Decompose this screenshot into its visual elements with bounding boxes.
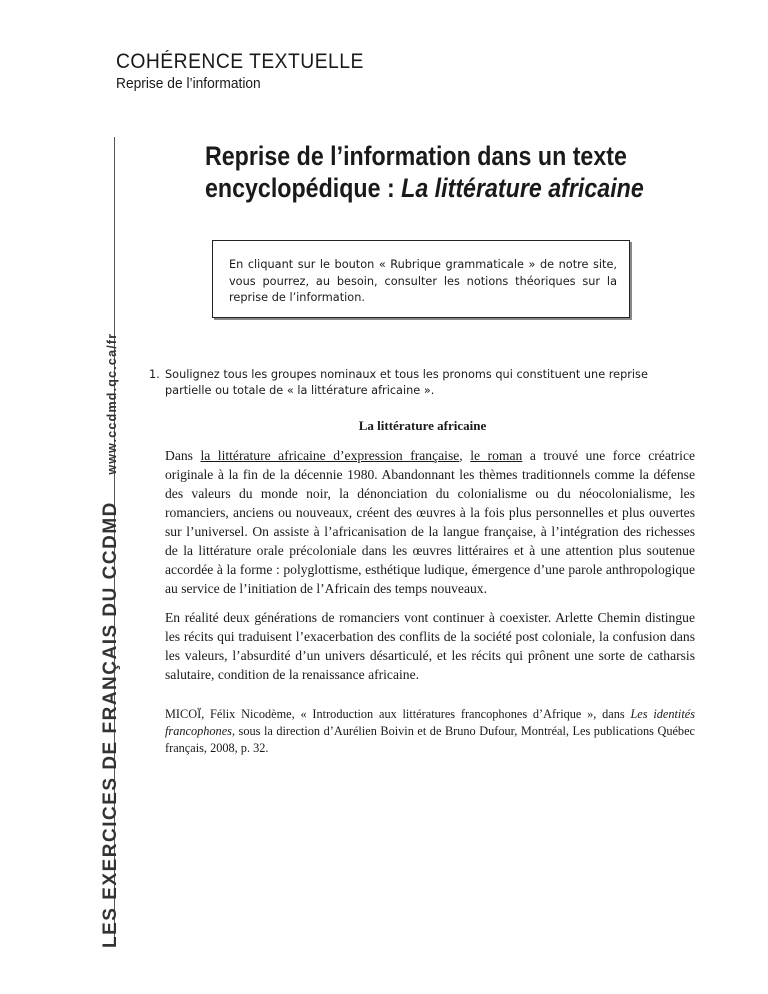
exercise-number: 1. bbox=[149, 368, 160, 381]
paragraph-2: En réalité deux générations de romanciers vont continuer à coexister. Arlette Chemin distingue les récits qui traduisent l’exacerbation des conflits de la société post coloniale, la confusion dans les valeurs, l’absurdité d’un univers désarticulé, et les récits qui prônent une sorte de catharsis salutaire, condition de la renaissance africaine. bbox=[165, 610, 695, 682]
citation bbox=[165, 706, 695, 757]
sidebar-series-label: LES EXERCICES DE FRANÇAIS DU CCDMD bbox=[100, 501, 121, 948]
page-title bbox=[205, 140, 644, 204]
page-title-italic: La littérature africaine bbox=[401, 173, 644, 203]
citation-italic: Les identités francophones bbox=[165, 707, 695, 738]
page-title-line2 bbox=[205, 172, 644, 204]
page-title-prefix: encyclopédique : bbox=[205, 173, 402, 203]
text-title: La littérature africaine bbox=[358, 418, 487, 433]
sidebar-vertical-label bbox=[100, 333, 122, 948]
exercise-text-line1: Soulignez tous les groupes nominaux et tous les pronoms qui constituent une reprise bbox=[165, 368, 648, 381]
p1-rest: a trouvé une force créatrice originale à la fin de la décennie 1980. Abandonnant les thèmes traditionnels comme la défense des valeurs du monde noir, la dénonciation du colonialisme ou du néocolonialisme, les romanciers, anciens ou nouveaux, créent des œuvres à la fois plus personnelles et plus ouvertes sur l’universel. On assiste à l’africanisation de la langue française, à l’intégration des richesses de la littérature orale précoloniale dans les œuvres littéraires et à une attention plus soutenue accordée à la forme : polyglottisme, esthétique ludique, émergence d’une parole anthropologique au service de l’initiation de l’Africain des temps nouveaux. bbox=[165, 448, 696, 596]
paragraph-1 bbox=[165, 446, 695, 598]
text-body bbox=[165, 446, 695, 694]
p1-separator: , bbox=[459, 448, 471, 463]
exercise-instruction bbox=[149, 367, 695, 399]
header-subtitle: Reprise de l’information bbox=[116, 76, 261, 92]
page-title-line1: Reprise de l’information dans un texte bbox=[205, 141, 627, 171]
note-text: En cliquant sur le bouton « Rubrique grammaticale » de notre site, vous pourrez, au besoin, consulter les notions théoriques sur la reprise de l’information. bbox=[229, 258, 617, 304]
sidebar-url: www.ccdmd.qc.ca/fr bbox=[105, 332, 119, 475]
underlined-phrase-2: le roman bbox=[470, 448, 523, 463]
citation-end: , sous la direction d’Aurélien Boivin et de Bruno Dufour, Montréal, Les publications Québec français, 2008, p. 32. bbox=[165, 724, 695, 755]
citation-start: MICOÏ, Félix Nicodème, « Introduction aux littératures francophones d’Afrique », dans bbox=[165, 707, 631, 721]
exercise-line1 bbox=[149, 367, 695, 383]
exercise-text-line2: partielle ou totale de « la littérature africaine ». bbox=[165, 384, 435, 397]
page-header bbox=[116, 50, 385, 93]
underlined-phrase-1: la littérature africaine d’expression française bbox=[200, 448, 460, 463]
header-title: COHÉRENCE TEXTUELLE bbox=[116, 50, 364, 73]
note-box bbox=[212, 240, 630, 318]
p1-start: Dans bbox=[165, 448, 201, 463]
